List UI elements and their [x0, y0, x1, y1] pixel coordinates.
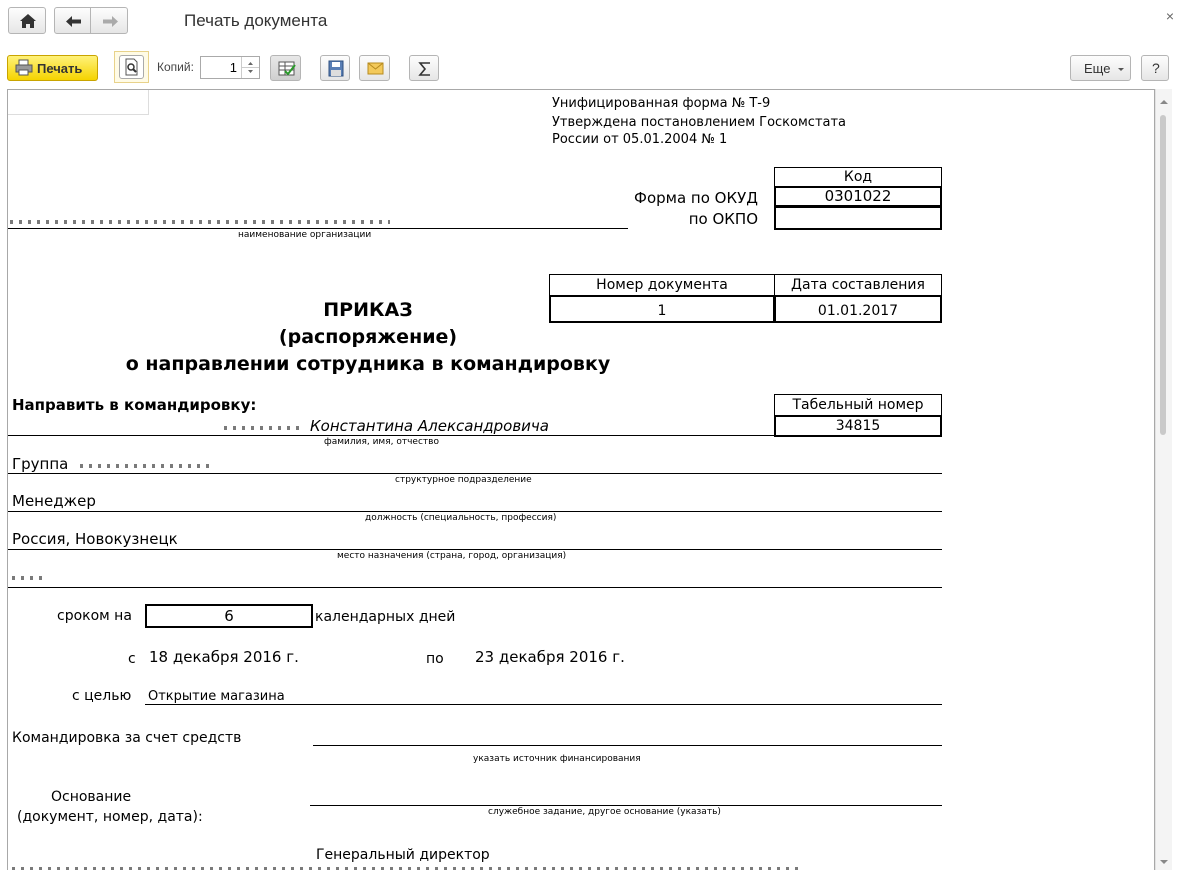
- department-redacted: [80, 464, 210, 468]
- send-email-button[interactable]: [359, 55, 390, 81]
- more-button-label: Еще: [1084, 61, 1111, 76]
- tab-number-value: 34815: [774, 415, 942, 437]
- term-unit: календарных дней: [315, 609, 456, 625]
- okpo-label: по ОКПО: [688, 210, 758, 228]
- position-caption: должность (специальность, профессия): [365, 513, 557, 523]
- docnum-header: Номер документа: [549, 274, 775, 296]
- print-button-label: Печать: [37, 61, 83, 76]
- org-name-redacted: [10, 220, 390, 224]
- date-header: Дата составления: [774, 274, 942, 296]
- scroll-down-icon[interactable]: [1156, 855, 1172, 869]
- fio-caption: фамилия, имя, отчество: [324, 437, 439, 447]
- home-button[interactable]: [8, 7, 46, 34]
- term-value: 6: [145, 604, 313, 628]
- sum-button[interactable]: [409, 55, 439, 81]
- funding-caption: указать источник финансирования: [473, 754, 641, 764]
- basis-label-detail: (документ, номер, дата):: [17, 809, 203, 825]
- basis-caption: служебное задание, другое основание (указать): [488, 807, 721, 817]
- window-title: Печать документа: [184, 11, 328, 30]
- from-label: с: [128, 651, 136, 667]
- okud-label: Форма по ОКУД: [634, 189, 758, 207]
- okud-value: 0301022: [774, 186, 942, 207]
- chevron-down-icon: [1117, 67, 1125, 73]
- floppy-disk-icon: [321, 56, 351, 82]
- arrow-right-icon: [91, 8, 129, 35]
- copies-stepper[interactable]: [241, 57, 259, 78]
- order-subtitle: (распоряжение): [278, 326, 458, 348]
- arrow-left-icon: [55, 8, 92, 35]
- sigma-icon: [410, 56, 440, 82]
- purpose-value: Открытие магазина: [148, 689, 285, 704]
- surname-redacted: [224, 426, 302, 430]
- purpose-label: с целью: [72, 688, 132, 704]
- basis-label: Основание: [51, 789, 132, 805]
- table-check-icon: [271, 56, 302, 82]
- funding-label: Командировка за счет средств: [12, 730, 242, 746]
- tab-number-header: Табельный номер: [774, 394, 942, 416]
- date-value: 01.01.2017: [774, 295, 942, 323]
- scrollbar-thumb[interactable]: [1160, 115, 1166, 435]
- destination-value: Россия, Новокузнецк: [12, 530, 178, 548]
- help-button[interactable]: [1141, 55, 1169, 81]
- employee-name: Константина Александровича: [310, 417, 549, 435]
- destination-caption: место назначения (страна, город, организация): [337, 551, 567, 561]
- save-button[interactable]: [320, 55, 350, 81]
- printer-icon: [14, 59, 34, 77]
- envelope-icon: [360, 56, 391, 82]
- form-header-line-1: Унифицированная форма № Т-9: [552, 96, 771, 111]
- copies-label: Копий:: [157, 60, 194, 74]
- forward-button[interactable]: [90, 7, 128, 34]
- department-caption: структурное подразделение: [395, 475, 532, 485]
- code-header: Код: [774, 167, 942, 187]
- form-header-line-2: Утверждена постановлением Госкомстата: [552, 115, 847, 130]
- form-header-line-3: России от 05.01.2004 № 1: [552, 132, 728, 147]
- scroll-up-icon[interactable]: [1156, 95, 1172, 109]
- position-value: Менеджер: [12, 492, 96, 510]
- department-value: Группа: [12, 455, 69, 473]
- order-purpose-title: о направлении сотрудника в командировку: [125, 353, 611, 375]
- send-label: Направить в командировку:: [12, 396, 257, 414]
- term-label: сроком на: [57, 608, 132, 624]
- more-button[interactable]: [1070, 55, 1131, 81]
- edit-table-button[interactable]: [270, 55, 301, 81]
- order-title: ПРИКАЗ: [323, 299, 413, 321]
- print-button[interactable]: [7, 55, 98, 81]
- to-date: 23 декабря 2016 г.: [475, 648, 625, 666]
- organization-redacted: [12, 576, 46, 580]
- okpo-value: [774, 206, 942, 230]
- copies-field[interactable]: [200, 56, 260, 79]
- back-button[interactable]: [54, 7, 91, 34]
- docnum-value: 1: [549, 295, 775, 323]
- help-button-label: ?: [1152, 60, 1160, 76]
- page-preview-icon: [120, 56, 143, 78]
- director-title: Генеральный директор: [316, 847, 490, 863]
- document-preview[interactable]: [7, 89, 1155, 870]
- home-icon: [9, 8, 47, 35]
- org-caption: наименование организации: [238, 230, 372, 240]
- close-icon[interactable]: ×: [1165, 8, 1174, 24]
- preview-toggle[interactable]: [114, 51, 149, 83]
- vertical-scrollbar[interactable]: [1155, 89, 1172, 870]
- stepper-arrows-icon: [242, 57, 259, 78]
- cell-selection: [8, 90, 149, 115]
- to-label: по: [426, 651, 444, 667]
- copies-value[interactable]: 1: [229, 60, 237, 75]
- from-date: 18 декабря 2016 г.: [149, 648, 299, 666]
